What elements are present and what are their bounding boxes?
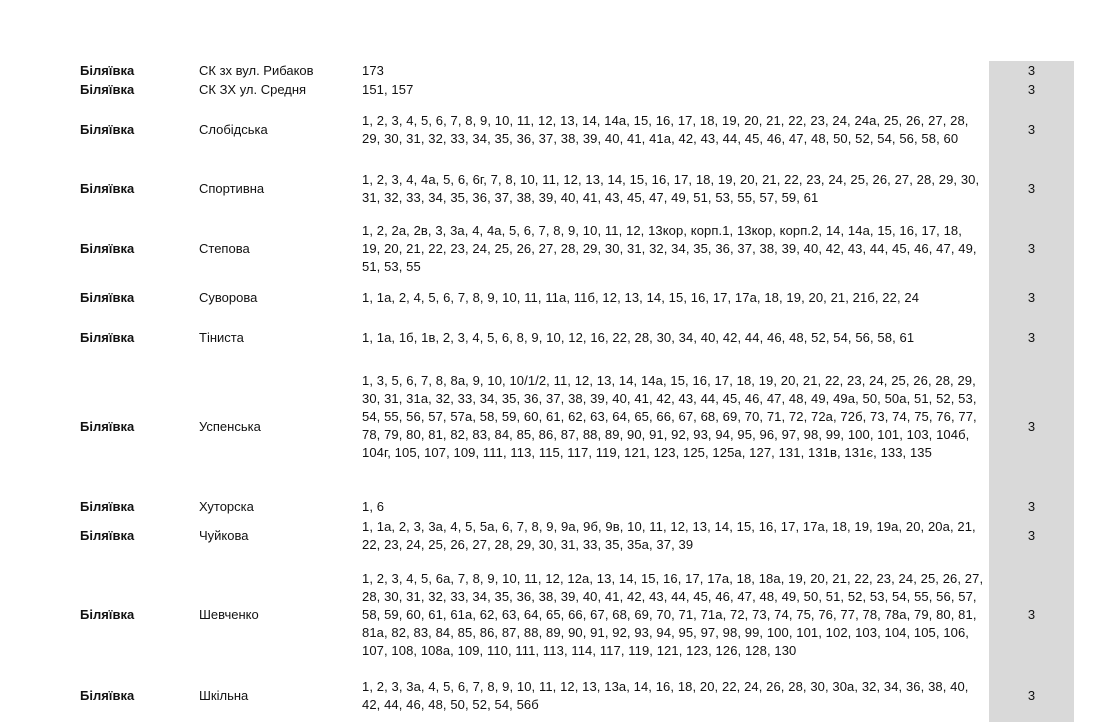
street-cell: Слобідська bbox=[199, 122, 268, 137]
houses-cell: 173 bbox=[362, 63, 384, 78]
locality-cell: Біляївка bbox=[80, 607, 135, 622]
zone-cell: 3 bbox=[1027, 82, 1036, 97]
street-cell: Успенська bbox=[199, 419, 261, 434]
locality-cell: Біляївка bbox=[80, 419, 135, 434]
street-cell: Степова bbox=[199, 241, 250, 256]
street-cell: Хуторска bbox=[199, 499, 254, 514]
zone-cell: 3 bbox=[1027, 63, 1036, 78]
street-cell: Спортивна bbox=[199, 181, 265, 196]
houses-cell: 1, 2, 3, 4, 5, 6а, 7, 8, 9, 10, 11, 12, 12а, 13, 14, 15, 16, 17, 17а, 18, 18а, 19, 20, 21, 22, 23, 24, 25, 26, 27, 28, 30, 31, 32, 33, 34, 35, 36, 38, 39, 40, 41, 42, 43, 44, 45, 46, 47, 48, 49, 50, 51, 52, 53, 54, 55, 56, 57, 58, 59, 60, 61, 61а, 62, 63, 64, 65, 66, 67, 68, 69, 70, 71, 71а, 72, 73, 74, 75, 76, 77, 78, 78а, 79, 80, 81, 81а, 82, 83, 84, 85, 86, 87, 88, 89, 90, 91, 92, 93, 94, 95, 97, 98, 99, 100, 101, 102, 103, 104, 105, 106, 107, 108, 108а, 109, 110, 111, 113, 114, 117, 119, 121, 123, 126, 128, 130 bbox=[362, 571, 984, 658]
zone-cell: 3 bbox=[1027, 419, 1036, 434]
zone-cell: 3 bbox=[1027, 241, 1036, 256]
houses-cell: 1, 2, 3, 4, 5, 6, 7, 8, 9, 10, 11, 12, 13, 14, 14а, 15, 16, 17, 18, 19, 20, 21, 22, 23, 24, 24а, 25, 26, 27, 28, 29, 30, 31, 32, 33, 34, 35, 36, 37, 38, 39, 40, 41, 41а, 42, 43, 44, 45, 46, 47, 48, 50, 52, 54, 56, 58, 60 bbox=[362, 113, 969, 146]
houses-cell: 1, 6 bbox=[362, 499, 385, 514]
houses-cell: 1, 1а, 2, 3, 3а, 4, 5, 5а, 6, 7, 8, 9, 9а, 9б, 9в, 10, 11, 12, 13, 14, 15, 16, 17, 17а, 18, 19, 19а, 20, 20а, 21, 22, 23, 24, 25, 26, 27, 28, 29, 30, 31, 33, 35, 35а, 37, 39 bbox=[362, 519, 976, 552]
locality-cell: Біляївка bbox=[80, 528, 135, 543]
locality-cell: Біляївка bbox=[80, 181, 135, 196]
locality-cell: Біляївка bbox=[80, 122, 135, 137]
houses-cell: 1, 1а, 2, 4, 5, 6, 7, 8, 9, 10, 11, 11а, 11б, 12, 13, 14, 15, 16, 17, 17а, 18, 19, 20, 21, 21б, 22, 24 bbox=[362, 290, 920, 305]
zone-cell: 3 bbox=[1027, 290, 1036, 305]
street-cell: СК ЗХ ул. Средня bbox=[199, 82, 307, 97]
houses-cell: 1, 3, 5, 6, 7, 8, 8а, 9, 10, 10/1/2, 11, 12, 13, 14, 14а, 15, 16, 17, 18, 19, 20, 21, 22, 23, 24, 25, 26, 28, 29, 30, 31, 31а, 32, 33, 34, 35, 36, 37, 38, 39, 40, 41, 42, 43, 44, 45, 46, 47, 48, 49, 49а, 50, 50а, 51, 52, 53, 54, 55, 56, 57, 57а, 58, 59, 60, 61, 62, 63, 64, 65, 66, 67, 68, 69, 70, 71, 72, 72а, 72б, 73, 74, 75, 76, 77, 78, 79, 80, 81, 82, 83, 84, 85, 86, 87, 88, 89, 90, 91, 92, 93, 94, 95, 96, 97, 98, 99, 100, 101, 103, 104б, 104г, 105, 107, 109, 111, 113, 115, 117, 119, 121, 123, 125, 125а, 127, 131, 131в, 131є, 133, 135 bbox=[362, 373, 977, 460]
locality-cell: Біляївка bbox=[80, 82, 135, 97]
houses-cell: 1, 2, 3, 3а, 4, 5, 6, 7, 8, 9, 10, 11, 12, 13, 13а, 14, 16, 18, 20, 22, 24, 26, 28, 30, 30а, 32, 34, 36, 38, 40, 42, 44, 46, 48, 50, 52, 54, 56б bbox=[362, 679, 969, 712]
zone-cell: 3 bbox=[1027, 528, 1036, 543]
street-cell: Чуйкова bbox=[199, 528, 249, 543]
houses-cell: 151, 157 bbox=[362, 82, 414, 97]
street-cell: Тіниста bbox=[199, 330, 244, 345]
houses-cell: 1, 1а, 1б, 1в, 2, 3, 4, 5, 6, 8, 9, 10, 12, 16, 22, 28, 30, 34, 40, 42, 44, 46, 48, 52, 54, 56, 58, 61 bbox=[362, 330, 915, 345]
houses-cell: 1, 2, 2а, 2в, 3, 3а, 4, 4а, 5, 6, 7, 8, 9, 10, 11, 12, 13кор, корп.1, 13кор, корп.2, 14, 14а, 15, 16, 17, 18, 19, 20, 21, 22, 23, 24, 25, 26, 27, 28, 29, 30, 31, 32, 34, 35, 36, 37, 38, 39, 40, 42, 43, 44, 45, 46, 47, 49, 51, 53, 55 bbox=[362, 223, 977, 274]
locality-cell: Біляївка bbox=[80, 63, 135, 78]
street-cell: Шевченко bbox=[199, 607, 259, 622]
zone-cell: 3 bbox=[1027, 499, 1036, 514]
zone-cell: 3 bbox=[1027, 122, 1036, 137]
locality-cell: Біляївка bbox=[80, 290, 135, 305]
locality-cell: Біляївка bbox=[80, 688, 135, 703]
zone-cell: 3 bbox=[1027, 688, 1036, 703]
street-cell: Суворова bbox=[199, 290, 258, 305]
locality-cell: Біляївка bbox=[80, 330, 135, 345]
locality-cell: Біляївка bbox=[80, 499, 135, 514]
zone-cell: 3 bbox=[1027, 607, 1036, 622]
street-cell: СК зх вул. Рибаков bbox=[199, 63, 314, 78]
houses-cell: 1, 2, 3, 4, 4а, 5, 6, 6г, 7, 8, 10, 11, 12, 13, 14, 15, 16, 17, 18, 19, 20, 21, 22, 23, 24, 25, 26, 27, 28, 29, 30, 31, 32, 33, 34, 35, 36, 37, 38, 39, 40, 41, 43, 45, 47, 49, 51, 53, 55, 57, 59, 61 bbox=[362, 172, 980, 205]
zone-cell: 3 bbox=[1027, 330, 1036, 345]
locality-cell: Біляївка bbox=[80, 241, 135, 256]
zone-cell: 3 bbox=[1027, 181, 1036, 196]
street-cell: Шкільна bbox=[199, 688, 249, 703]
